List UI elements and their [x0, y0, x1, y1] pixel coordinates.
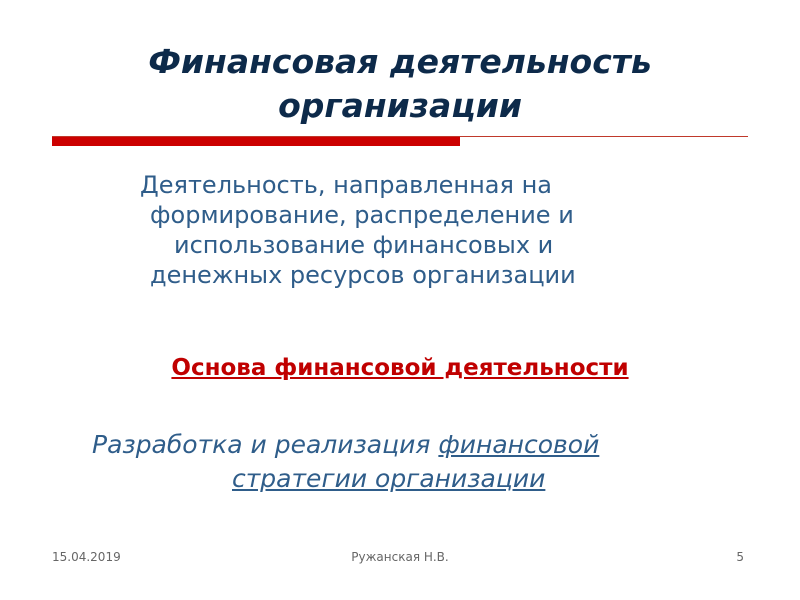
footer-date: 15.04.2019: [52, 550, 121, 564]
strategy-text: [60, 428, 760, 496]
footer-page-number: 5: [736, 550, 744, 564]
definition-text: [90, 170, 730, 290]
title-divider-thick: [52, 137, 460, 146]
basis-heading: Основа финансовой деятельности: [171, 355, 629, 381]
strategy-line-1: [60, 428, 760, 462]
definition-line-1: Деятельность, направленная на: [140, 171, 552, 199]
slide-title: [40, 40, 760, 128]
slide-title-line-2: организации: [278, 86, 522, 125]
definition-line-3: использование финансовых и: [174, 231, 554, 259]
footer-author: Ружанская Н.В.: [351, 550, 449, 564]
strategy-part-1: Разработка и реализация: [92, 430, 439, 459]
definition-line-2: формирование, распределение и: [150, 201, 574, 229]
definition-line-4: денежных ресурсов организации: [150, 261, 576, 289]
strategy-line-2: стратегии организации: [232, 464, 546, 493]
slide-title-line-1: Финансовая деятельность: [148, 42, 652, 81]
strategy-part-2: финансовой: [438, 430, 600, 459]
